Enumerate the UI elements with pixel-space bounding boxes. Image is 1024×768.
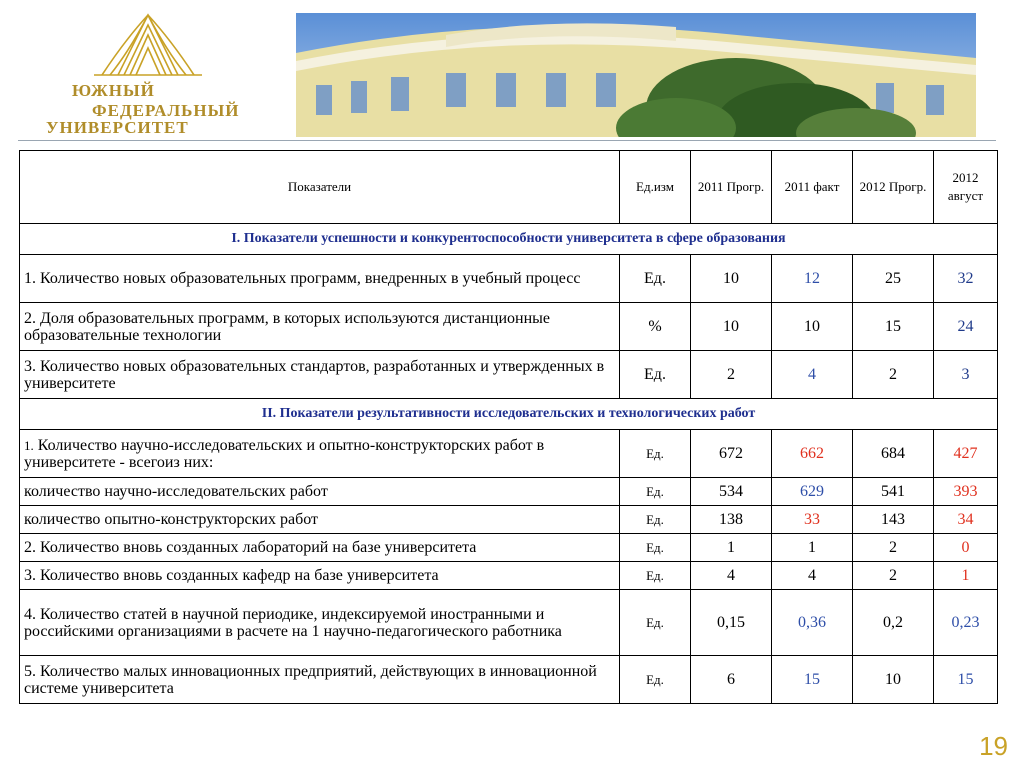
row-value: 0,23: [934, 590, 998, 656]
section-1-row: [20, 224, 998, 255]
row-value: 10: [772, 303, 853, 351]
row-value: 24: [934, 303, 998, 351]
row-value: 4: [772, 351, 853, 399]
row-value: 0: [934, 534, 998, 562]
table-row: [20, 303, 998, 351]
table-row: [20, 562, 998, 590]
table-row: [20, 430, 998, 478]
row-value: 1: [934, 562, 998, 590]
row-value: 10: [691, 255, 772, 303]
row-value: 629: [772, 478, 853, 506]
section-2-title: II. Показатели результативности исследовательских и технологических работ: [20, 399, 998, 430]
row-value: 10: [691, 303, 772, 351]
header-2012-plan: 2012 Прогр.: [853, 151, 934, 224]
row-name: 4. Количество статей в научной периодике, индексируемой иностранными и российскими организациями в расчете на 1 научно-педагогического работника: [20, 590, 620, 656]
row-value: 6: [691, 656, 772, 704]
row-value: 138: [691, 506, 772, 534]
row-value: 1: [691, 534, 772, 562]
header-2011-plan: 2011 Прогр.: [691, 151, 772, 224]
row-value: 15: [853, 303, 934, 351]
row-value: 1: [772, 534, 853, 562]
row-value: 4: [772, 562, 853, 590]
page-number: 19: [979, 731, 1008, 761]
row-name: 3. Количество вновь созданных кафедр на базе университета: [20, 562, 620, 590]
table-row: [20, 255, 998, 303]
row-unit: %: [620, 303, 691, 351]
row-value: 393: [934, 478, 998, 506]
header-unit: Ед.изм: [620, 151, 691, 224]
table-row: [20, 478, 998, 506]
row-value: 143: [853, 506, 934, 534]
row-value: 25: [853, 255, 934, 303]
row-name: [20, 430, 620, 478]
table-row: [20, 656, 998, 704]
row-unit: Ед.: [620, 351, 691, 399]
row-number: 1.: [24, 437, 34, 453]
table-row: [20, 506, 998, 534]
row-unit: Ед.: [620, 656, 691, 704]
row-unit: Ед.: [620, 590, 691, 656]
header-2011-fact: 2011 факт: [772, 151, 853, 224]
row-value: 3: [934, 351, 998, 399]
row-value: 684: [853, 430, 934, 478]
row-name: 2. Доля образовательных программ, в которых используются дистанционные образовательные технологии: [20, 303, 620, 351]
header-2012-august: 2012 август: [934, 151, 998, 224]
row-value: 32: [934, 255, 998, 303]
row-name: 1. Количество новых образовательных программ, внедренных в учебный процесс: [20, 255, 620, 303]
row-name: количество опытно-конструкторских работ: [20, 506, 620, 534]
row-value: 0,36: [772, 590, 853, 656]
logo-line-2: ФЕДЕРАЛЬНЫЙ: [92, 101, 240, 120]
row-value: 33: [772, 506, 853, 534]
university-logo: [40, 10, 260, 135]
table-row: [20, 590, 998, 656]
row-value: 0,15: [691, 590, 772, 656]
table-row: [20, 351, 998, 399]
logo-emblem-icon: [94, 15, 202, 75]
row-value: 2: [853, 351, 934, 399]
section-1-title: I. Показатели успешности и конкурентоспособности университета в сфере образования: [20, 224, 998, 255]
row-unit: Ед.: [620, 506, 691, 534]
indicators-table: [19, 150, 998, 704]
row-value: 2: [853, 562, 934, 590]
row-unit: Ед.: [620, 430, 691, 478]
row-unit: Ед.: [620, 478, 691, 506]
row-value: 15: [934, 656, 998, 704]
row-value: 427: [934, 430, 998, 478]
row-value: 0,2: [853, 590, 934, 656]
row-value: 534: [691, 478, 772, 506]
row-unit: Ед.: [620, 562, 691, 590]
row-name: 3. Количество новых образовательных стандартов, разработанных и утвержденных в университете: [20, 351, 620, 399]
row-name: 2. Количество вновь созданных лабораторий на базе университета: [20, 534, 620, 562]
table-header-row: [20, 151, 998, 224]
building-photo: [296, 13, 976, 137]
row-value: 541: [853, 478, 934, 506]
row-name: количество научно-исследовательских работ: [20, 478, 620, 506]
header-divider: [18, 140, 996, 141]
row-value: 662: [772, 430, 853, 478]
logo-line-3: УНИВЕРСИТЕТ: [46, 118, 189, 135]
row-unit: Ед.: [620, 255, 691, 303]
row-value: 12: [772, 255, 853, 303]
row-unit: Ед.: [620, 534, 691, 562]
header-indicators: Показатели: [20, 151, 620, 224]
row-name-text: Количество научно-исследовательских и опытно-конструкторских работ в университете - всегоиз них:: [24, 436, 545, 471]
row-value: 15: [772, 656, 853, 704]
table-row: [20, 534, 998, 562]
row-value: 2: [853, 534, 934, 562]
section-2-row: [20, 399, 998, 430]
logo-line-1: ЮЖНЫЙ: [72, 81, 155, 100]
row-value: 34: [934, 506, 998, 534]
row-value: 4: [691, 562, 772, 590]
row-value: 2: [691, 351, 772, 399]
row-value: 10: [853, 656, 934, 704]
row-value: 672: [691, 430, 772, 478]
row-name: 5. Количество малых инновационных предприятий, действующих в инновационной системе университета: [20, 656, 620, 704]
